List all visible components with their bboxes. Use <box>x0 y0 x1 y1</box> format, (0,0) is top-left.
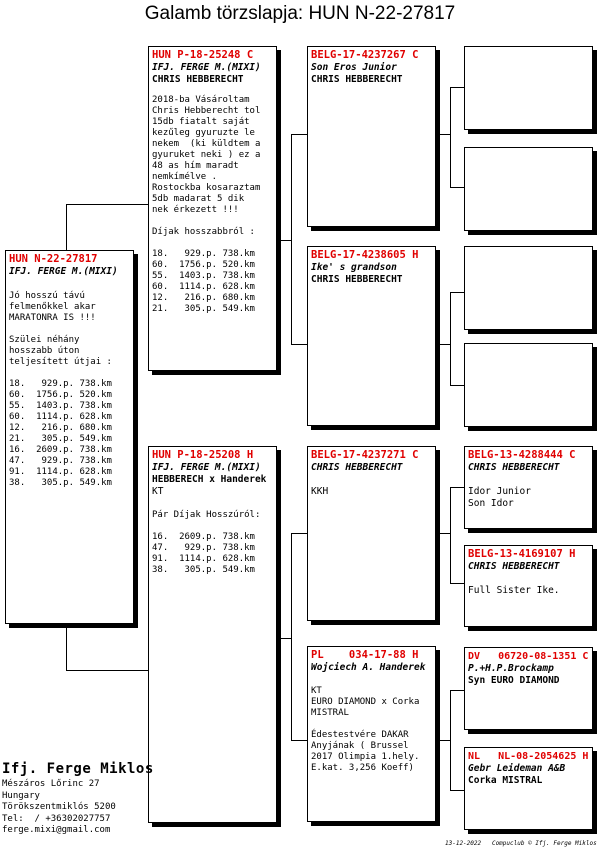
connector-line <box>450 292 451 385</box>
dam-sire-dam-ring-number: BELG-13-4169107 H <box>468 548 576 560</box>
sire-dam-ring-number: BELG-17-4238605 H <box>311 249 419 261</box>
dam-sire-dam-notes: Full Sister Ike. <box>468 585 560 596</box>
sire-sire-breeder: CHRIS HEBBERECHT <box>311 74 403 85</box>
page-title: Galamb törzslapja: HUN N-22-27817 <box>144 3 456 24</box>
dam-sire-sire-owner: CHRIS HEBBERECHT <box>468 462 560 473</box>
connector-line <box>291 533 292 740</box>
dam-dam-dam-owner: Gebr Leideman A&B <box>468 763 566 774</box>
dam-dam-ring-number: PL 034-17-88 H <box>311 649 419 661</box>
connector-line <box>450 187 464 188</box>
connector-line <box>450 790 464 791</box>
sire-sire-name: Son Eros Junior <box>311 62 397 73</box>
dam-dam-notes: KT EURO DIAMOND x Corka MISTRAL Édestestvére DAKAR Anyjának ( Brussel 2017 Olimpia 1.hely. E.kat. 3,256 Koeff) <box>311 686 420 773</box>
dam-notes: Pár Díjak Hosszúról: 16. 2609.p. 738.km 47. 929.p. 738.km 91. 1114.p. 628.km 38. 305.p. 549.km <box>152 510 261 575</box>
connector-line <box>436 740 450 741</box>
subject-card[interactable] <box>5 250 134 624</box>
dam-dam-sire-owner: P.+H.P.Brockamp <box>468 663 554 674</box>
dam-dam-dam-ring-number: NL NL-08-2054625 H <box>468 751 589 762</box>
dam-dam-dam-card[interactable] <box>464 747 593 830</box>
connector-line <box>66 204 148 205</box>
sire-card[interactable] <box>148 46 277 371</box>
sire-dam-name: Ike' s grandson <box>311 262 397 273</box>
dam-dam-sire-name: Syn EURO DIAMOND <box>468 675 560 686</box>
subject-owner: IFJ. FERGE M.(MIXI) <box>9 266 118 277</box>
connector-line <box>450 690 464 691</box>
sire-dam-card[interactable] <box>307 246 436 426</box>
dam-sire-dam-card[interactable] <box>464 545 593 627</box>
connector-line <box>450 487 464 488</box>
connector-line <box>66 204 67 251</box>
dam-sire-sire-notes: Idor Junior Son Idor <box>468 486 531 509</box>
owner-address: Mészáros Lőrinc 27 Hungary Törökszentmiklós 5200 Tel: / +36302027757 ferge.mixi@gmail.com <box>2 779 116 835</box>
sire-dam-breeder: CHRIS HEBBERECHT <box>311 274 403 285</box>
connector-line <box>291 740 307 741</box>
dam-dam-sire-card[interactable] <box>464 647 593 730</box>
connector-line <box>291 134 307 135</box>
great-grandparent-card-empty[interactable] <box>464 147 593 231</box>
dam-sire-owner: CHRIS HEBBERECHT <box>311 462 403 473</box>
sire-ring-number: HUN P-18-25248 C <box>152 49 254 61</box>
dam-sire-ring-number: BELG-17-4237271 C <box>311 449 419 461</box>
dam-dam-sire-ring-number: DV 06720-08-1351 C <box>468 651 589 662</box>
connector-line <box>450 487 451 583</box>
dam-sire-dam-owner: CHRIS HEBBERECHT <box>468 561 560 572</box>
dam-ring-number: HUN P-18-25208 H <box>152 449 254 461</box>
sire-sire-card[interactable] <box>307 46 436 227</box>
sire-sire-ring-number: BELG-17-4237267 C <box>311 49 419 61</box>
dam-sire-sire-card[interactable] <box>464 446 593 529</box>
connector-line <box>436 344 450 345</box>
connector-line <box>66 670 148 671</box>
dam-dam-dam-name: Corka MISTRAL <box>468 775 543 786</box>
connector-line <box>436 533 450 534</box>
connector-line <box>291 344 307 345</box>
sire-breeder: CHRIS HEBBERECHT <box>152 74 244 85</box>
great-grandparent-card-empty[interactable] <box>464 246 593 330</box>
connector-line <box>450 385 464 386</box>
connector-line <box>291 134 292 344</box>
great-grandparent-card-empty[interactable] <box>464 46 593 130</box>
great-grandparent-card-empty[interactable] <box>464 343 593 427</box>
connector-line <box>450 690 451 790</box>
sire-owner: IFJ. FERGE M.(MIXI) <box>152 62 261 73</box>
subject-notes: Jó hosszú távú felmenőkkel akar MARATONRA IS !!! Szülei néhány hosszabb úton teljesített útjai : 18. 929.p. 738.km 60. 1756.p. 520.km 55. 1403.p. 738.km 60. 1114.p. 628.km 12. 216.p. 680.km 21. 305.p. 549.km 16. 2609.p. 738.km 47. 929.p. 738.km 91. 1114.p. 628.km 38. 305.p. 549.km <box>9 291 112 488</box>
dam-sire-sire-ring-number: BELG-13-4288444 C <box>468 449 576 461</box>
connector-line <box>436 134 450 135</box>
connector-line <box>450 87 464 88</box>
credit-line: 13-12-2022 Compuclub © Ifj. Ferge Miklos <box>445 840 597 847</box>
dam-sire-notes: KKH <box>311 486 329 497</box>
connector-line <box>277 240 291 241</box>
dam-owner: IFJ. FERGE M.(MIXI) <box>152 462 261 473</box>
subject-ring-number: HUN N-22-27817 <box>9 253 98 265</box>
connector-line <box>66 624 67 670</box>
dam-dam-owner: Wojciech A. Handerek <box>311 662 426 673</box>
connector-line <box>291 533 307 534</box>
connector-line <box>450 87 451 187</box>
owner-name: Ifj. Ferge Miklos <box>2 761 154 777</box>
dam-line2: KT <box>152 486 164 497</box>
sire-notes: 2018-ba Vásároltam Chris Hebberecht tol 15db fiatalt saját kezűleg gyuruzte le nekem (ki küldtem a gyuruket neki ) ez a 48 as hím maradt nemkímélve . Rostockba kosaraztam 5db madarat 5 dik nek érkezett !!! Díjak hosszabbról : 18. 929.p. 738.km 60. 1756.p. 520.km 55. 1403.p. 738.km 60. 1114.p. 628.km 12. 216.p. 680.km 21. 305.p. 549.km <box>152 95 261 314</box>
connector-line <box>450 292 464 293</box>
dam-pedigree: HEBBERECH x Handerek <box>152 474 267 485</box>
connector-line <box>277 638 291 639</box>
dam-card[interactable] <box>148 446 277 823</box>
dam-sire-card[interactable] <box>307 446 436 621</box>
dam-dam-card[interactable] <box>307 646 436 822</box>
connector-line <box>450 583 464 584</box>
